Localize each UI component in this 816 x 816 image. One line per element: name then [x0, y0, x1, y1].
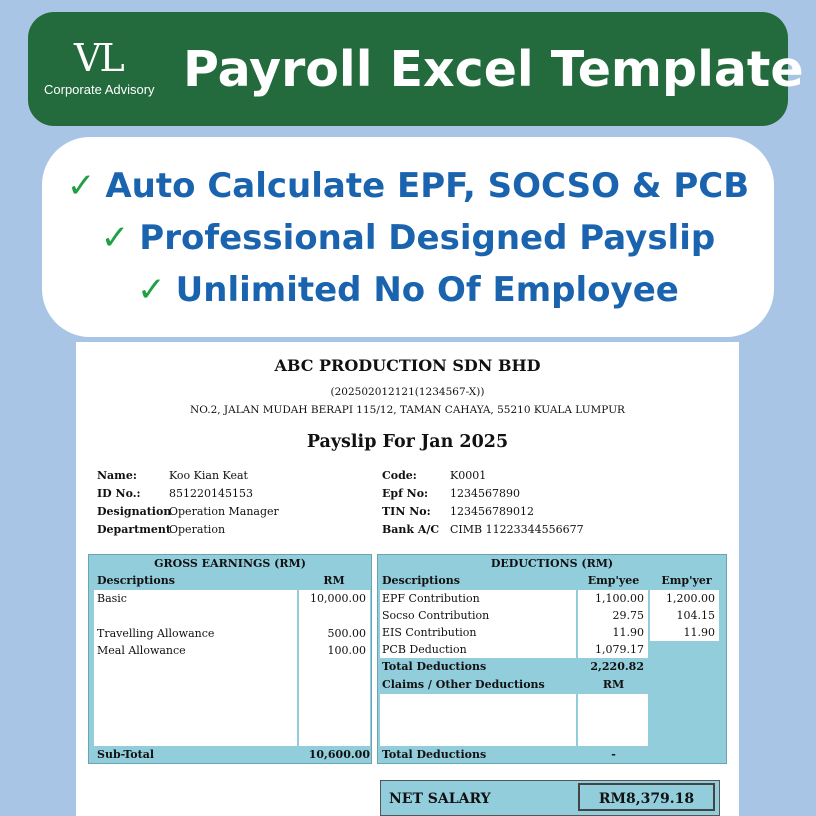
deduction-row-employee: 29.75: [612, 609, 644, 622]
checkmark-icon: ✓: [137, 270, 166, 310]
company-name: ABC PRODUCTION SDN BHD: [274, 356, 541, 375]
total-deductions-label: Total Deductions: [382, 660, 487, 673]
earning-row-amount: 100.00: [327, 644, 366, 657]
payslip-title: Payslip For Jan 2025: [306, 432, 509, 452]
deduction-row-desc: Socso Contribution: [382, 609, 490, 622]
logo-subtitle: Corporate Advisory: [44, 82, 155, 97]
earnings-header: GROSS EARNINGS (RM): [154, 557, 306, 570]
earning-row-desc: Travelling Allowance: [97, 627, 215, 640]
feature-text: Auto Calculate EPF, SOCSO & PCB: [105, 166, 750, 206]
claims-col-rm: RM: [602, 678, 625, 691]
deduction-row-employee: 1,100.00: [595, 592, 644, 605]
deduction-row-employer: 104.15: [676, 609, 715, 622]
earning-row-amount: 500.00: [327, 627, 366, 640]
feature-text: Unlimited No Of Employee: [175, 270, 679, 310]
checkmark-icon: ✓: [66, 166, 96, 206]
feature-item: [42, 216, 774, 260]
banner-title: Payroll Excel Template: [183, 41, 804, 98]
deduction-row-desc: PCB Deduction: [382, 643, 467, 656]
feature-text: Professional Designed Payslip: [139, 218, 716, 258]
total-deductions-2-label: Total Deductions: [382, 748, 487, 761]
company-reg-no: (202502012121(1234567-X)): [330, 386, 485, 398]
payslip-preview: ABC PRODUCTION SDN BHD (202502012121(1234567-X)) NO.2, JALAN MUDAH BERAPI 115/12, TAMAN CAHAYA, 55210 KUALA LUMPUR Payslip For Jan 2025 Name: Koo Kian Keat ID No.: 851220145153 Designation Operation Manager Department Operation Code: K0001 Epf No: 1234567890 TIN No: 123456789012 Bank A/C CIMB 11223344556677 GROSS EARNINGS (RM) Descriptions RM Basic 10,000.00 Travelling Allowance 500.00 Meal Allowance 100.00 Sub-Total 10,600.00 DEDUCTIONS (RM) Descriptions Emp'yee Emp'yer EPF Contribution 1,100.00 1,200.00 Socso Contribution 29.75 104.15 EIS Contribution 11.90 11.90 PCB Deduction 1,079.17 Total Deductions 2,220.82 Claims / Other Deductions RM Total Deductions - NET SALARY RM8,379.18: [76, 342, 739, 816]
deduction-row-desc: EPF Contribution: [382, 592, 480, 605]
deduction-row-employee: 11.90: [612, 626, 644, 639]
earning-row-desc: Basic: [97, 592, 127, 605]
deductions-col-employee: Emp'yee: [587, 574, 640, 587]
deductions-header: DEDUCTIONS (RM): [490, 557, 614, 570]
total-deductions-value: 2,220.82: [590, 660, 644, 673]
net-salary-row: [380, 780, 720, 816]
earning-row-desc: Meal Allowance: [97, 644, 186, 657]
deduction-row-employer: 11.90: [683, 626, 715, 639]
feature-item: [42, 164, 774, 208]
earnings-col-desc: Descriptions: [97, 574, 175, 587]
vl-logo-mark: VL: [74, 36, 123, 80]
claims-label: Claims / Other Deductions: [382, 678, 545, 691]
gross-earnings-table: [88, 554, 372, 764]
subtotal-label: Sub-Total: [97, 748, 155, 761]
subtotal-value: 10,600.00: [308, 748, 370, 761]
deduction-row-employer: 1,200.00: [666, 592, 715, 605]
earnings-col-rm: RM: [323, 574, 345, 587]
deductions-col-desc: Descriptions: [382, 574, 460, 587]
deduction-row-employee: 1,079.17: [595, 643, 644, 656]
checkmark-icon: ✓: [100, 218, 130, 258]
deductions-table: [377, 554, 727, 764]
feature-list: [42, 137, 774, 337]
feature-item: [42, 268, 774, 312]
earning-row-amount: 10,000.00: [310, 592, 366, 605]
deductions-col-employer: Emp'yer: [661, 574, 712, 587]
total-deductions-2-value: -: [611, 748, 616, 761]
net-salary-label: NET SALARY: [389, 791, 491, 807]
title-banner: [28, 12, 804, 126]
net-salary-value: RM8,379.18: [578, 783, 715, 811]
company-address: NO.2, JALAN MUDAH BERAPI 115/12, TAMAN CAHAYA, 55210 KUALA LUMPUR: [190, 404, 625, 416]
deduction-row-desc: EIS Contribution: [382, 626, 477, 639]
